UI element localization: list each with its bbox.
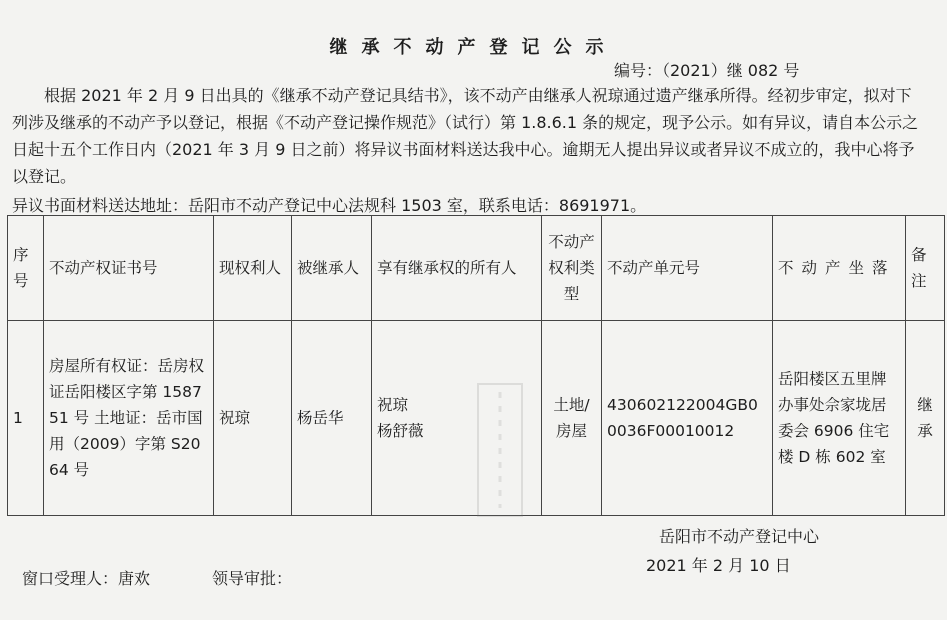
cell-deceased: 杨岳华 <box>292 321 372 516</box>
header-location: 不动产坐落 <box>773 216 906 321</box>
header-owner: 现权利人 <box>214 216 292 321</box>
header-seq: 序号 <box>8 216 44 321</box>
objection-address: 异议书面材料送达地址：岳阳市不动产登记中心法规科 1503 室，联系电话：8691971。 <box>12 196 647 215</box>
notice-paragraph: 根据 2021 年 2 月 9 日出具的《继承不动产登记具结书》，该不动产由继承人祝琼通过遗产继承所得。经初步审定，拟对下列涉及继承的不动产予以登记，根据《不动产登记操作规范》（试行）第 1.8.6.1 条的规定，现予公示。如有异议，请自本公示之日起十五个工作日内（2021 年 3 月 9 日之前）将异议书面材料送达我中心。逾期无人提出异议或者异议不成立的，我中心将予以登记。 <box>12 86 919 186</box>
cell-cert-no: 房屋所有权证：岳房权证岳阳楼区字第 158751 号 土地证：岳市国用（2009）字第 S2064 号 <box>44 321 214 516</box>
issuing-office: 岳阳市不动产登记中心 <box>659 527 820 546</box>
header-deceased: 被继承人 <box>292 216 372 321</box>
table-row <box>8 321 945 516</box>
issue-date: 2021 年 2 月 10 日 <box>646 556 791 575</box>
cell-unit-no: 430602122004GB00036F00010012 <box>602 321 773 516</box>
header-heirs: 享有继承权的所有人 <box>372 216 542 321</box>
cell-seq: 1 <box>8 321 44 516</box>
header-remark: 备注 <box>906 216 945 321</box>
registration-table <box>7 215 945 516</box>
heir-name: 祝琼 <box>377 396 409 414</box>
page-title: 继承不动产登记公示 <box>329 37 618 58</box>
header-cert-no: 不动产权证书号 <box>44 216 214 321</box>
cell-remark: 继承 <box>906 321 945 516</box>
cell-owner: 祝琼 <box>214 321 292 516</box>
document-number: 编号：（2021）继 082 号 <box>614 61 800 80</box>
leader-approval: 领导审批： <box>212 569 293 588</box>
header-unit-no: 不动产单元号 <box>602 216 773 321</box>
window-receiver: 窗口受理人：唐欢 <box>22 569 151 588</box>
cell-right-type: 土地/房屋 <box>542 321 602 516</box>
table-header-row <box>8 216 945 321</box>
cell-location: 岳阳楼区五里牌办事处佘家垅居委会 6906 住宅楼 D 栋 602 室 <box>773 321 906 516</box>
header-right-type: 不动产权利类型 <box>542 216 602 321</box>
cell-heirs <box>372 321 542 516</box>
heir-name: 杨舒薇 <box>377 422 424 440</box>
